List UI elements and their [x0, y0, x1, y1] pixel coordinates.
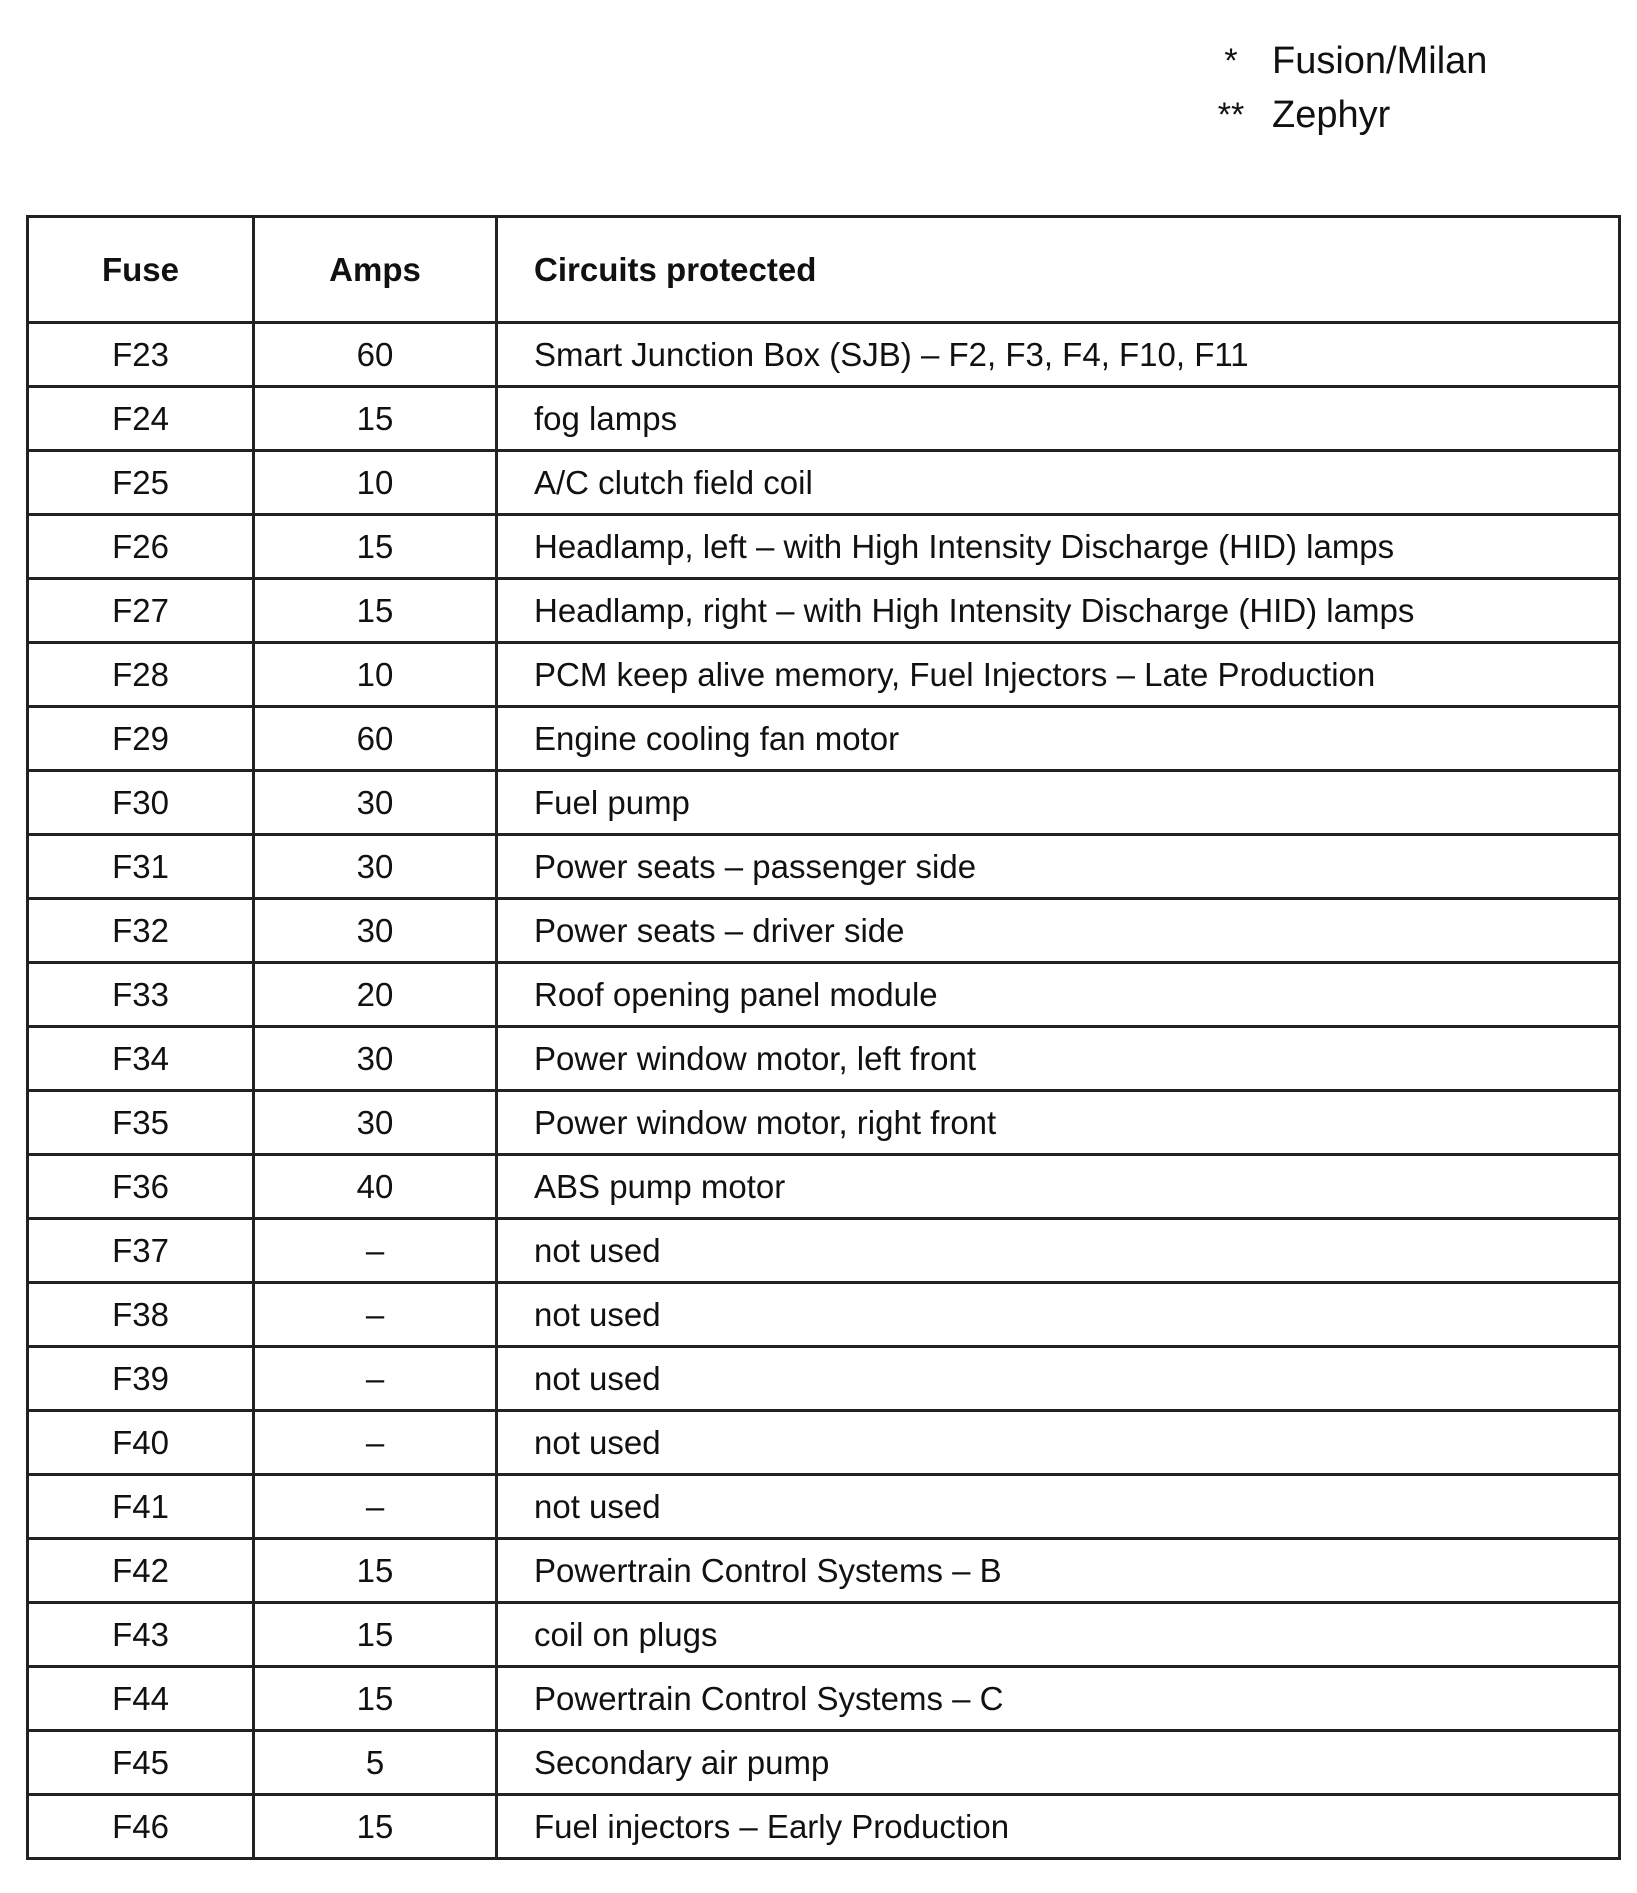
- fuse-cell: F26: [28, 515, 254, 579]
- fuse-cell: F37: [28, 1219, 254, 1283]
- fuse-cell: F33: [28, 963, 254, 1027]
- fuse-cell: F24: [28, 387, 254, 451]
- circuits-cell: fog lamps: [497, 387, 1620, 451]
- amps-cell: 15: [254, 387, 497, 451]
- legend-label: Zephyr: [1272, 94, 1391, 136]
- circuits-cell: Powertrain Control Systems – B: [497, 1539, 1620, 1603]
- fuse-cell: F35: [28, 1091, 254, 1155]
- amps-cell: 40: [254, 1155, 497, 1219]
- circuits-cell: A/C clutch field coil: [497, 451, 1620, 515]
- fuse-cell: F25: [28, 451, 254, 515]
- amps-cell: 30: [254, 1091, 497, 1155]
- table-row: [28, 387, 1620, 451]
- circuits-cell: coil on plugs: [497, 1603, 1620, 1667]
- header-amps: Amps: [254, 217, 497, 323]
- legend-row-zephyr: [1190, 88, 1487, 142]
- table-row: [28, 515, 1620, 579]
- table-row: [28, 1411, 1620, 1475]
- legend-row-fusion-milan: [1190, 34, 1487, 88]
- amps-cell: –: [254, 1411, 497, 1475]
- fuse-cell: F45: [28, 1731, 254, 1795]
- fuse-cell: F44: [28, 1667, 254, 1731]
- circuits-cell: Headlamp, left – with High Intensity Discharge (HID) lamps: [497, 515, 1620, 579]
- fuse-cell: F34: [28, 1027, 254, 1091]
- circuits-cell: Fuel injectors – Early Production: [497, 1795, 1620, 1859]
- fuse-cell: F38: [28, 1283, 254, 1347]
- amps-cell: 30: [254, 771, 497, 835]
- fuse-cell: F23: [28, 323, 254, 387]
- circuits-cell: not used: [497, 1347, 1620, 1411]
- circuits-cell: Power window motor, right front: [497, 1091, 1620, 1155]
- amps-cell: 15: [254, 1603, 497, 1667]
- circuits-cell: Smart Junction Box (SJB) – F2, F3, F4, F10, F11: [497, 323, 1620, 387]
- amps-cell: –: [254, 1219, 497, 1283]
- amps-cell: 15: [254, 1667, 497, 1731]
- amps-cell: 30: [254, 1027, 497, 1091]
- fuse-cell: F31: [28, 835, 254, 899]
- table-row: [28, 1347, 1620, 1411]
- amps-cell: 5: [254, 1731, 497, 1795]
- circuits-cell: Powertrain Control Systems – C: [497, 1667, 1620, 1731]
- amps-cell: 60: [254, 707, 497, 771]
- fuse-cell: F30: [28, 771, 254, 835]
- table-row: [28, 1283, 1620, 1347]
- circuits-cell: not used: [497, 1475, 1620, 1539]
- circuits-cell: Roof opening panel module: [497, 963, 1620, 1027]
- amps-cell: 30: [254, 899, 497, 963]
- table-row: [28, 1539, 1620, 1603]
- legend-label: Fusion/Milan: [1272, 40, 1488, 82]
- amps-cell: 15: [254, 1539, 497, 1603]
- amps-cell: 15: [254, 579, 497, 643]
- fuse-cell: F46: [28, 1795, 254, 1859]
- amps-cell: 60: [254, 323, 497, 387]
- table-row: [28, 1091, 1620, 1155]
- circuits-cell: not used: [497, 1219, 1620, 1283]
- table-body: [28, 323, 1620, 1859]
- amps-cell: 10: [254, 643, 497, 707]
- table-row: [28, 1603, 1620, 1667]
- circuits-cell: not used: [497, 1283, 1620, 1347]
- table-row: [28, 899, 1620, 963]
- table-row: [28, 323, 1620, 387]
- amps-cell: 15: [254, 1795, 497, 1859]
- table-row: [28, 707, 1620, 771]
- fuse-cell: F36: [28, 1155, 254, 1219]
- table-row: [28, 1795, 1620, 1859]
- table-row: [28, 1475, 1620, 1539]
- table-row: [28, 1667, 1620, 1731]
- table-row: [28, 771, 1620, 835]
- table-row: [28, 963, 1620, 1027]
- circuits-cell: PCM keep alive memory, Fuel Injectors – Late Production: [497, 643, 1620, 707]
- circuits-cell: Secondary air pump: [497, 1731, 1620, 1795]
- table-row: [28, 835, 1620, 899]
- fuse-cell: F28: [28, 643, 254, 707]
- amps-cell: –: [254, 1283, 497, 1347]
- fuse-cell: F41: [28, 1475, 254, 1539]
- circuits-cell: not used: [497, 1411, 1620, 1475]
- circuits-cell: Engine cooling fan motor: [497, 707, 1620, 771]
- table-row: [28, 579, 1620, 643]
- circuits-cell: ABS pump motor: [497, 1155, 1620, 1219]
- table-header-row: [28, 217, 1620, 323]
- legend-mark: **: [1217, 96, 1245, 134]
- circuits-cell: Fuel pump: [497, 771, 1620, 835]
- fuse-cell: F39: [28, 1347, 254, 1411]
- header-fuse: Fuse: [28, 217, 254, 323]
- amps-cell: 30: [254, 835, 497, 899]
- table-row: [28, 451, 1620, 515]
- fuse-cell: F42: [28, 1539, 254, 1603]
- fuse-cell: F27: [28, 579, 254, 643]
- table-row: [28, 1219, 1620, 1283]
- amps-cell: –: [254, 1347, 497, 1411]
- table-row: [28, 643, 1620, 707]
- amps-cell: 15: [254, 515, 497, 579]
- circuits-cell: Headlamp, right – with High Intensity Discharge (HID) lamps: [497, 579, 1620, 643]
- fuse-cell: F43: [28, 1603, 254, 1667]
- fuse-cell: F32: [28, 899, 254, 963]
- legend: [1190, 34, 1487, 142]
- amps-cell: 10: [254, 451, 497, 515]
- amps-cell: 20: [254, 963, 497, 1027]
- header-circuits: Circuits protected: [497, 217, 1620, 323]
- legend-mark: *: [1224, 42, 1238, 80]
- table-row: [28, 1155, 1620, 1219]
- circuits-cell: Power window motor, left front: [497, 1027, 1620, 1091]
- circuits-cell: Power seats – driver side: [497, 899, 1620, 963]
- fuse-cell: F40: [28, 1411, 254, 1475]
- circuits-cell: Power seats – passenger side: [497, 835, 1620, 899]
- table-row: [28, 1731, 1620, 1795]
- fuse-cell: F29: [28, 707, 254, 771]
- table-row: [28, 1027, 1620, 1091]
- amps-cell: –: [254, 1475, 497, 1539]
- fuse-table: [26, 215, 1621, 1860]
